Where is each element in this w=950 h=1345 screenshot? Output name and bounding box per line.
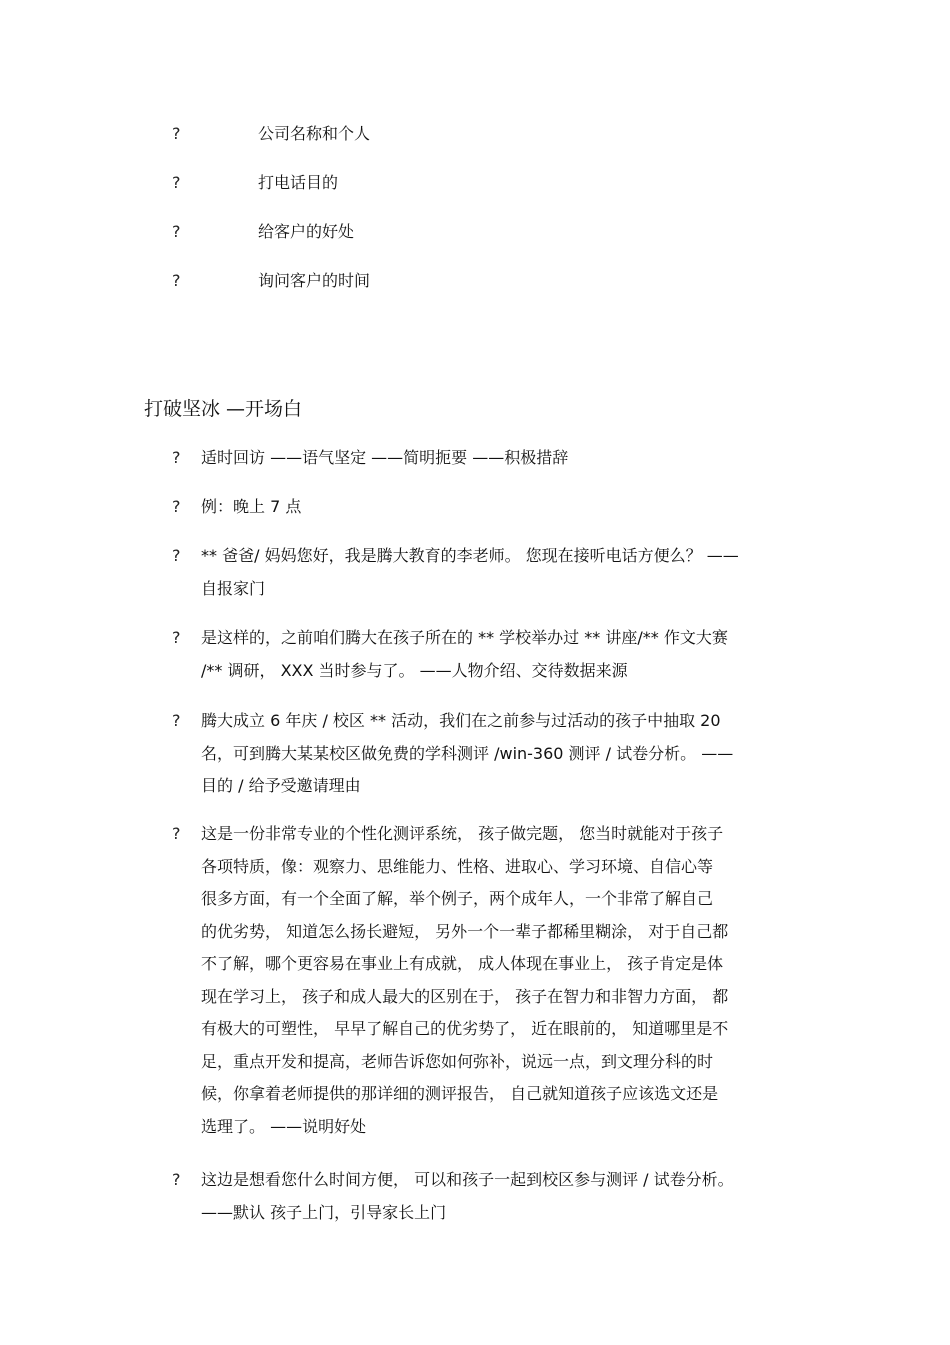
section-list-item-text: 这是一份非常专业的个性化测评系统， 孩子做完题， 您当时就能对于孩子 各项特质，像：观察力、思维能力、性格、进取心、学习环境、自信心等 很多方面，有一个全面了解，举个例子，两个成年人，一个非常了解自己 的优劣势， 知道怎么扬长避短， 另外一个一辈子都稀里糊涂， 对于自己都 不了解，哪个更容易在事业上有成就， 成人体现在事业上， 孩子肯定是体 现在学习上， 孩子和成人最大的区别在于， 孩子在智力和非智力方面， 都 有极大的可塑性， 早早了解自己的优劣势了， 近在眼前的， 知道哪里是不 足，重点开发和提高，老师告诉您如何弥补，说远一点，到文理分科的时 候，你拿着老师提供的那详细的测评报告， 自己就知道孩子应该选文还是 选理了。 ——说明好处 bbox=[201, 824, 729, 1136]
bullet-marker: ? bbox=[172, 222, 181, 241]
section-list-item-text: 适时回访 ——语气坚定 ——简明扼要 ——积极措辞 bbox=[201, 448, 569, 467]
bullet-marker: ? bbox=[172, 628, 181, 647]
section-list-item-text: ** 爸爸/ 妈妈您好，我是腾大教育的李老师。 您现在接听电话方便么？ —— 自报家门 bbox=[201, 546, 739, 598]
bullet-marker: ? bbox=[172, 711, 181, 730]
top-list-item-text: 公司名称和个人 bbox=[258, 124, 371, 143]
bullet-marker: ? bbox=[172, 448, 181, 467]
section-list-item-text: 腾大成立 6 年庆 / 校区 ** 活动，我们在之前参与过活动的孩子中抽取 20 名，可到腾大某某校区做免费的学科测评 /win-360 测评 / 试卷分析。 —— 目的 / 给予受邀请理由 bbox=[201, 711, 734, 795]
bullet-marker: ? bbox=[172, 124, 181, 143]
section-list-item-text: 这边是想看您什么时间方便， 可以和孩子一起到校区参与测评 / 试卷分析。 ——默认 孩子上门，引导家长上门 bbox=[201, 1170, 734, 1222]
section-heading: 打破坚冰 —开场白 bbox=[144, 398, 303, 420]
top-list-item-text: 打电话目的 bbox=[258, 173, 339, 192]
section-list-item-text: 是这样的，之前咱们腾大在孩子所在的 ** 学校举办过 ** 讲座/** 作文大赛 /** 调研， XXX 当时参与了。 ——人物介绍、交待数据来源 bbox=[201, 628, 728, 680]
bullet-marker: ? bbox=[172, 1170, 181, 1189]
bullet-marker: ? bbox=[172, 173, 181, 192]
section-list-item-text: 例：晚上 7 点 bbox=[201, 497, 302, 516]
bullet-marker: ? bbox=[172, 271, 181, 290]
top-list-item-text: 询问客户的时间 bbox=[258, 271, 371, 290]
bullet-marker: ? bbox=[172, 546, 181, 565]
bullet-marker: ? bbox=[172, 497, 181, 516]
bullet-marker: ? bbox=[172, 824, 181, 843]
top-list-item-text: 给客户的好处 bbox=[258, 222, 355, 241]
